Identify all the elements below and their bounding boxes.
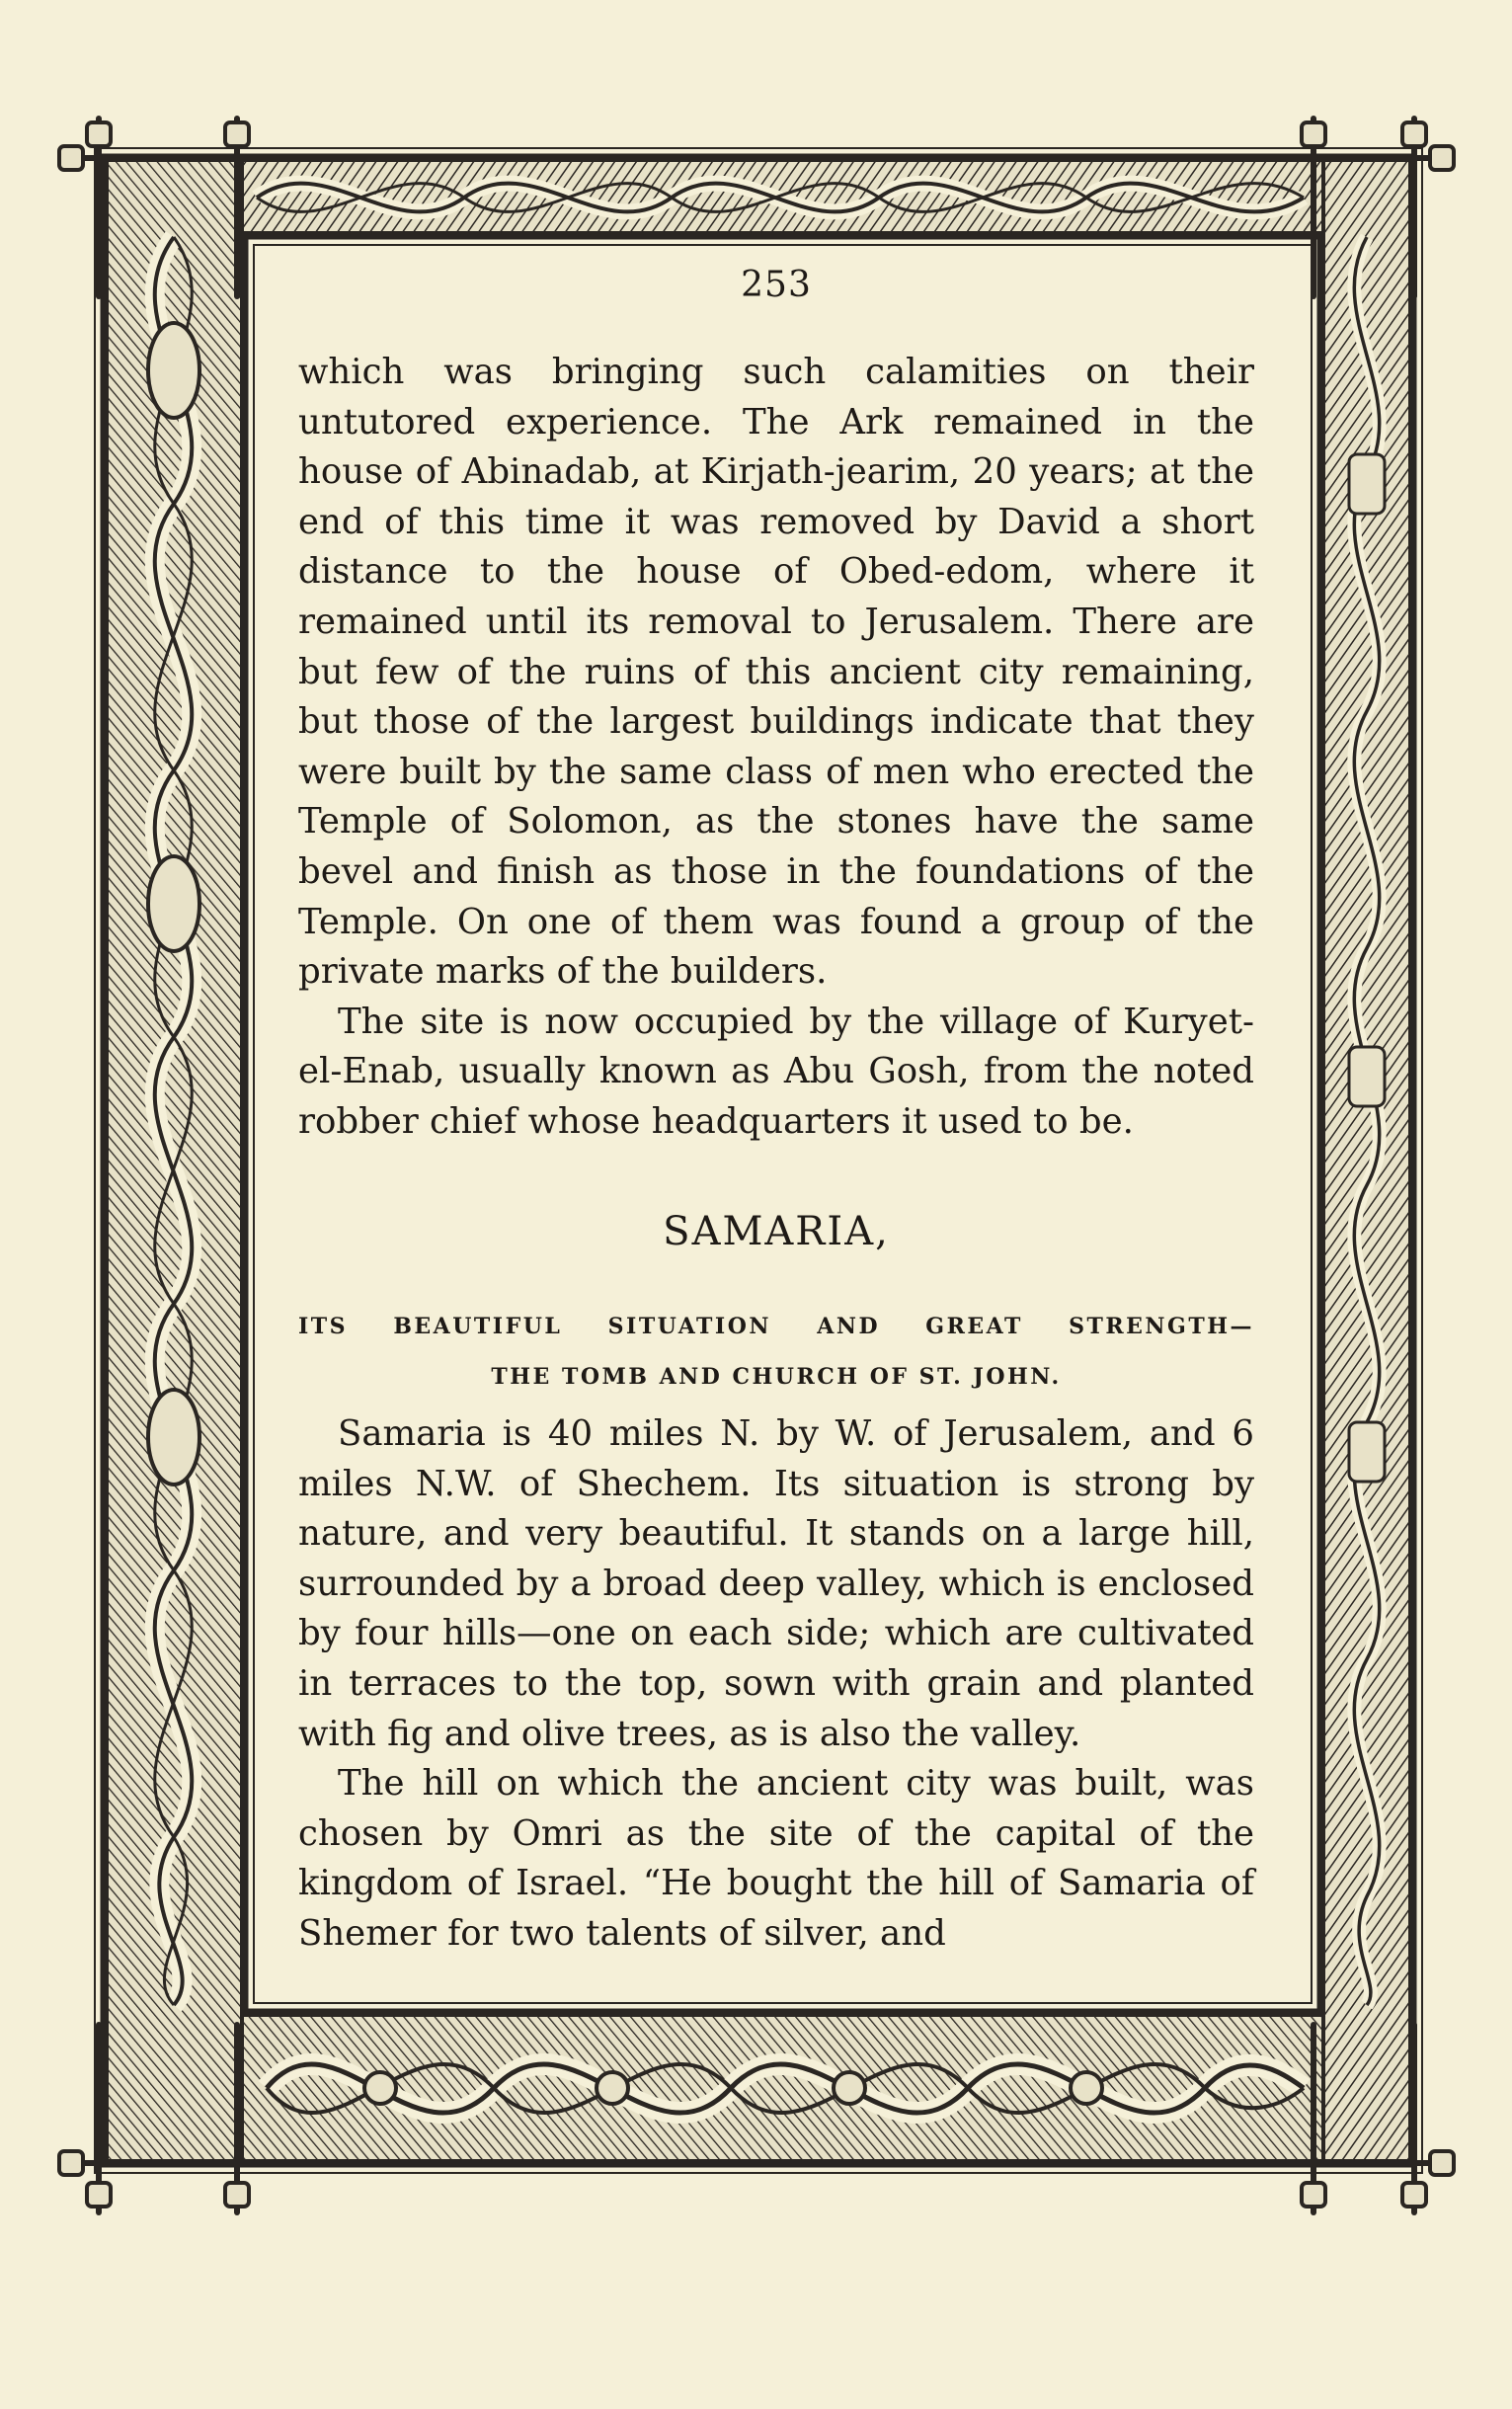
- border-left: [107, 160, 242, 2161]
- paragraph: Samaria is 40 miles N. by W. of Jerusalem, and 6 miles N.W. of Shechem. Its situation is strong by nature, and very beautiful. It stands on a large hill, surrounded by a broad deep valley, which is enclosed by four hills—one on each side; which are cultivated in terraces to the top, sown with grain and planted with fig and olive trees, as is also the valley.: [298, 1413, 1254, 1754]
- border-bottom: [242, 2015, 1323, 2161]
- text-panel: [298, 259, 1254, 1975]
- paragraph: which was bringing such calamities on their untutored experience. The Ark remained in the house of Abinadab, at Kirjath-jearim, 20 years; at the end of this time it was removed by David a short distance to the house of Obed-edom, where it remained until its removal to Jerusalem. There are but few of the ruins of this ancient city remaining, but those of the largest buildings indicate that they were built by the same class of men who erected the Temple of Solomon, as the stones have the same bevel and finish as those in the foundations of the Temple. On one of them was found a group of the private marks of the builders.: [298, 352, 1254, 993]
- section-title: SAMARIA,: [663, 1209, 890, 1254]
- passage-samaria: [298, 1409, 1254, 1960]
- passage-kirjath-jearim: [298, 348, 1254, 1148]
- section-subtitle-line-2: THE TOMB AND CHURCH OF ST. JOHN.: [491, 1364, 1062, 1390]
- paragraph: The site is now occupied by the village of Kuryet-el-Enab, usually known as Abu Gosh, from the noted robber chief whose headquarters it used to be.: [298, 1001, 1254, 1142]
- paragraph: The hill on which the ancient city was built, was chosen by Omri as the site of the capital of the kingdom of Israel. “He bought the hill of Samaria of Shemer for two talents of silver, and: [298, 1763, 1254, 1954]
- page-number: 253: [741, 265, 812, 305]
- border-top: [242, 160, 1323, 233]
- section-subtitle-line-1: ITS BEAUTIFUL SITUATION AND GREAT STRENGTH—: [298, 1314, 1254, 1339]
- border-right: [1323, 160, 1410, 2161]
